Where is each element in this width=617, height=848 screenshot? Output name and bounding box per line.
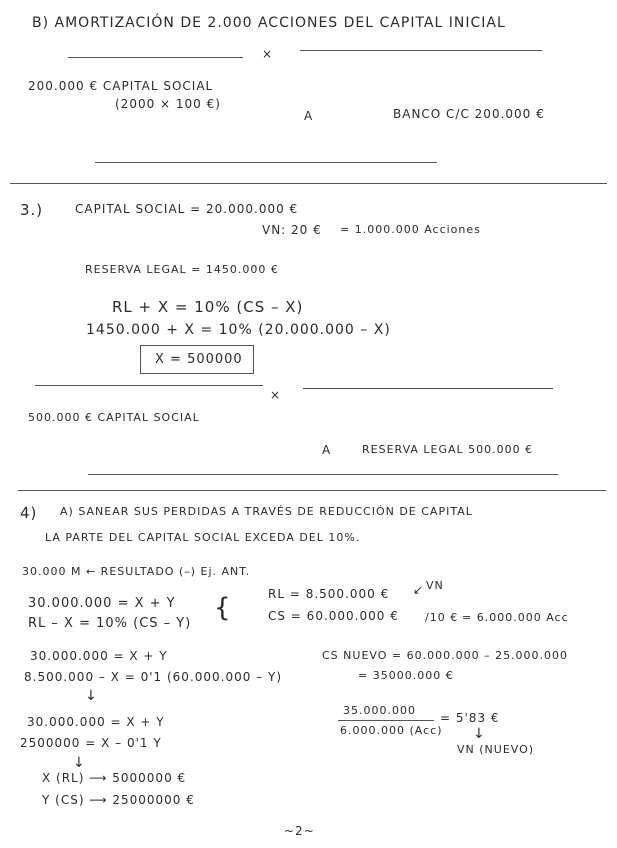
result-value: X = 500000	[155, 352, 243, 367]
capital-social-value: CAPITAL SOCIAL = 20.000.000 €	[75, 202, 299, 216]
system-eq-2: RL – X = 10% (CS – Y)	[28, 616, 192, 631]
credit-entry: BANCO C/C 200.000 €	[393, 107, 545, 121]
fraction-denominator: 6.000.000 (Acc)	[340, 724, 443, 737]
system-eq-4: 8.500.000 – X = 0'1 (60.000.000 – Y)	[24, 670, 283, 684]
fraction-numerator: 35.000.000	[343, 704, 416, 717]
reserva-legal-value: RL = 8.500.000 €	[268, 587, 390, 601]
page-number: ~2~	[284, 824, 315, 838]
fraction-bar	[338, 720, 434, 721]
a-label: A	[322, 443, 332, 457]
system-eq-3: 30.000.000 = X + Y	[30, 649, 168, 663]
x-result: X (RL) ⟶ 5000000 €	[42, 771, 187, 785]
statement-line-1: A) SANEAR SUS PERDIDAS A TRAVÉS DE REDUCCIÓN DE CAPITAL	[60, 505, 473, 518]
reserva-legal-value: RESERVA LEGAL = 1450.000 €	[85, 263, 279, 276]
y-result: Y (CS) ⟶ 25000000 €	[42, 793, 195, 807]
divide-by-vn: /10 €	[425, 611, 459, 624]
shares-count: = 6.000.000 Acc	[462, 611, 569, 624]
debit-entry: 500.000 € CAPITAL SOCIAL	[28, 411, 200, 424]
t-account-left-line	[68, 57, 243, 58]
cross-mark: ×	[262, 47, 274, 61]
equation-2: 1450.000 + X = 10% (20.000.000 – X)	[86, 322, 391, 338]
cross-mark: ×	[270, 388, 282, 402]
t-account-left-line	[35, 385, 263, 386]
system-eq-5: 30.000.000 = X + Y	[27, 715, 165, 729]
fraction-result: = 5'83 €	[440, 711, 500, 725]
new-nominal-value-label: VN (NUEVO)	[457, 743, 535, 756]
section-divider	[10, 183, 607, 184]
entry-underline	[88, 474, 558, 475]
credit-entry: RESERVA LEGAL 500.000 €	[362, 443, 534, 456]
shares-count: = 1.000.000 Acciones	[340, 223, 481, 236]
statement-line-2: LA PARTE DEL CAPITAL SOCIAL EXCEDA DEL 10%.	[45, 531, 361, 544]
section-divider	[18, 490, 606, 491]
equation-1: RL + X = 10% (CS – X)	[112, 298, 304, 316]
down-left-arrow: ↙	[413, 583, 425, 597]
debit-entry: 200.000 € CAPITAL SOCIAL	[28, 79, 214, 93]
section-3-number: 3.)	[20, 201, 44, 219]
down-arrow: ↓	[473, 726, 486, 742]
new-capital-calc: CS NUEVO = 60.000.000 – 25.000.000	[322, 649, 569, 662]
system-eq-1: 30.000.000 = X + Y	[28, 596, 176, 611]
debit-calculation: (2000 × 100 €)	[115, 97, 221, 111]
section-4-number: 4)	[20, 504, 38, 522]
brace-mark: {	[214, 593, 231, 623]
capital-social-value: CS = 60.000.000 €	[268, 609, 399, 623]
section-b-heading: B) AMORTIZACIÓN DE 2.000 ACCIONES DEL CAPITAL INICIAL	[32, 15, 506, 31]
prior-result-note: 30.000 M ← RESULTADO (–) Ej. ANT.	[22, 565, 251, 578]
new-capital-result: = 35000.000 €	[358, 669, 454, 682]
system-eq-6: 2500000 = X – 0'1 Y	[20, 736, 162, 750]
t-account-right-line	[303, 388, 553, 389]
t-account-right-line	[300, 50, 542, 51]
down-arrow: ↓	[85, 688, 98, 704]
vn-label: VN	[426, 579, 444, 592]
a-label: A	[304, 109, 314, 123]
down-arrow: ↓	[73, 755, 86, 771]
entry-underline	[95, 162, 437, 163]
nominal-value: VN: 20 €	[262, 223, 322, 237]
